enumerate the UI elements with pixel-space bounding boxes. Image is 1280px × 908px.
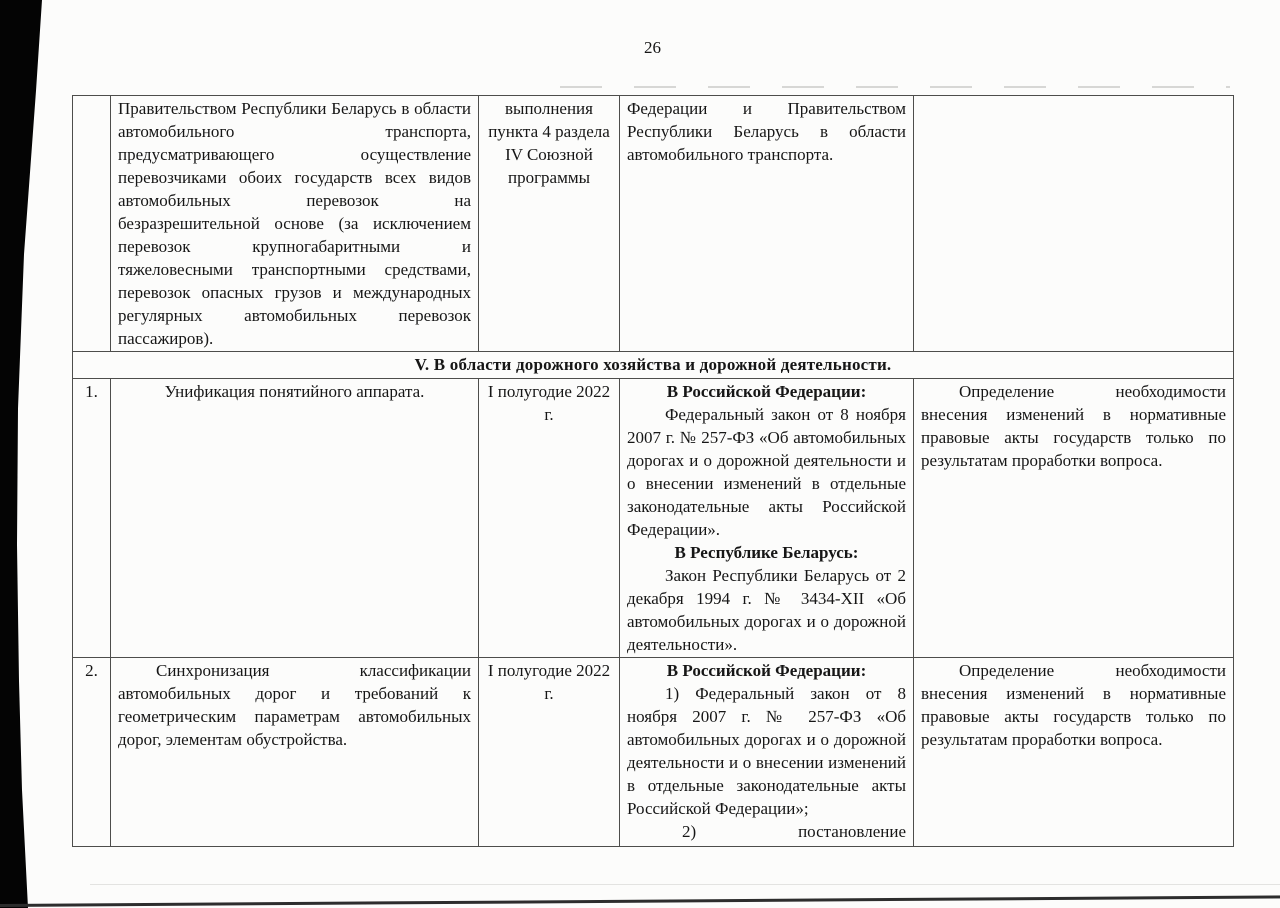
measure-text: Синхронизация классификации автомобильных дорог и требований к геометрическим параметрам автомобильных дорог, элементам обустройства.	[118, 661, 471, 749]
section-header: V. В области дорожного хозяйства и дорожной деятельности.	[73, 352, 1234, 379]
cell-term	[479, 96, 620, 352]
cell-term	[479, 379, 620, 658]
basis-rf-header: В Российской Федерации:	[666, 382, 867, 401]
cell-measure	[111, 658, 479, 847]
table-row-section-header	[73, 352, 1234, 379]
cell-number	[73, 96, 111, 352]
table-row-continuation	[73, 96, 1234, 352]
scan-artifact-page-edge	[0, 895, 1280, 907]
plan-table	[72, 95, 1234, 847]
basis-rb-text: Закон Республики Беларусь от 2 декабря 1994 г. № 3434-XII «Об автомобильных дорогах и о дорожной деятельности».	[627, 566, 906, 654]
page-number: 26	[644, 38, 661, 57]
scan-artifact-top-dashes	[560, 86, 1230, 88]
measure-text: Унификация понятийного аппарата.	[164, 382, 425, 401]
basis-rf-header: В Российской Федерации:	[666, 661, 867, 680]
cell-measure	[111, 96, 479, 352]
table-row-1	[73, 379, 1234, 658]
term-text: I полугодие 2022 г.	[487, 661, 611, 703]
term-text: I полугодие 2022 г.	[487, 382, 611, 424]
cell-measure	[111, 379, 479, 658]
cell-legal-basis	[620, 379, 914, 658]
cell-legal-basis	[620, 96, 914, 352]
cell-result	[914, 96, 1234, 352]
cell-number: 1.	[73, 379, 111, 658]
basis-text: Федерации и Правительством Республики Беларусь в области автомобильного транспорта.	[627, 99, 906, 164]
cell-result	[914, 658, 1234, 847]
result-text: Определение необходимости внесения изменений в нормативные правовые акты государств только по результатам проработки вопроса.	[921, 661, 1226, 749]
cell-number: 2.	[73, 658, 111, 847]
result-text: Определение необходимости внесения изменений в нормативные правовые акты государств только по результатам проработки вопроса.	[921, 382, 1226, 470]
cell-term	[479, 658, 620, 847]
scan-artifact-left-bar	[0, 0, 46, 908]
cell-result	[914, 379, 1234, 658]
table-row-2	[73, 658, 1234, 847]
basis-rf-text: 1) Федеральный закон от 8 ноября 2007 г. № 257-ФЗ «Об автомобильных дорогах и о дорожной деятельности и о внесении изменений в отдельные законодательные акты Российской Федерации»;	[627, 684, 906, 818]
basis-rf-text: Федеральный закон от 8 ноября 2007 г. № 257-ФЗ «Об автомобильных дорогах и о дорожной деятельности и о внесении изменений в отдельные законодательные акты Российской Федерации».	[627, 405, 906, 539]
basis-rb-header: В Республике Беларусь:	[674, 543, 859, 562]
measure-text: Правительством Республики Беларусь в области автомобильного транспорта, предусматривающего осуществление перевозчиками обоих государств всех видов автомобильных перевозок на безразрешительной основе (за исключением перевозок крупногабаритными и тяжеловесными транспортными средствами, перевозок опасных грузов и международных регулярных автомобильных перевозок пассажиров).	[118, 99, 471, 348]
basis-item2-text: 2) постановление	[682, 822, 906, 841]
scan-artifact-faint-line	[90, 884, 1280, 885]
term-text: выполнения пункта 4 раздела IV Союзной программы	[488, 99, 610, 187]
cell-legal-basis	[620, 658, 914, 847]
